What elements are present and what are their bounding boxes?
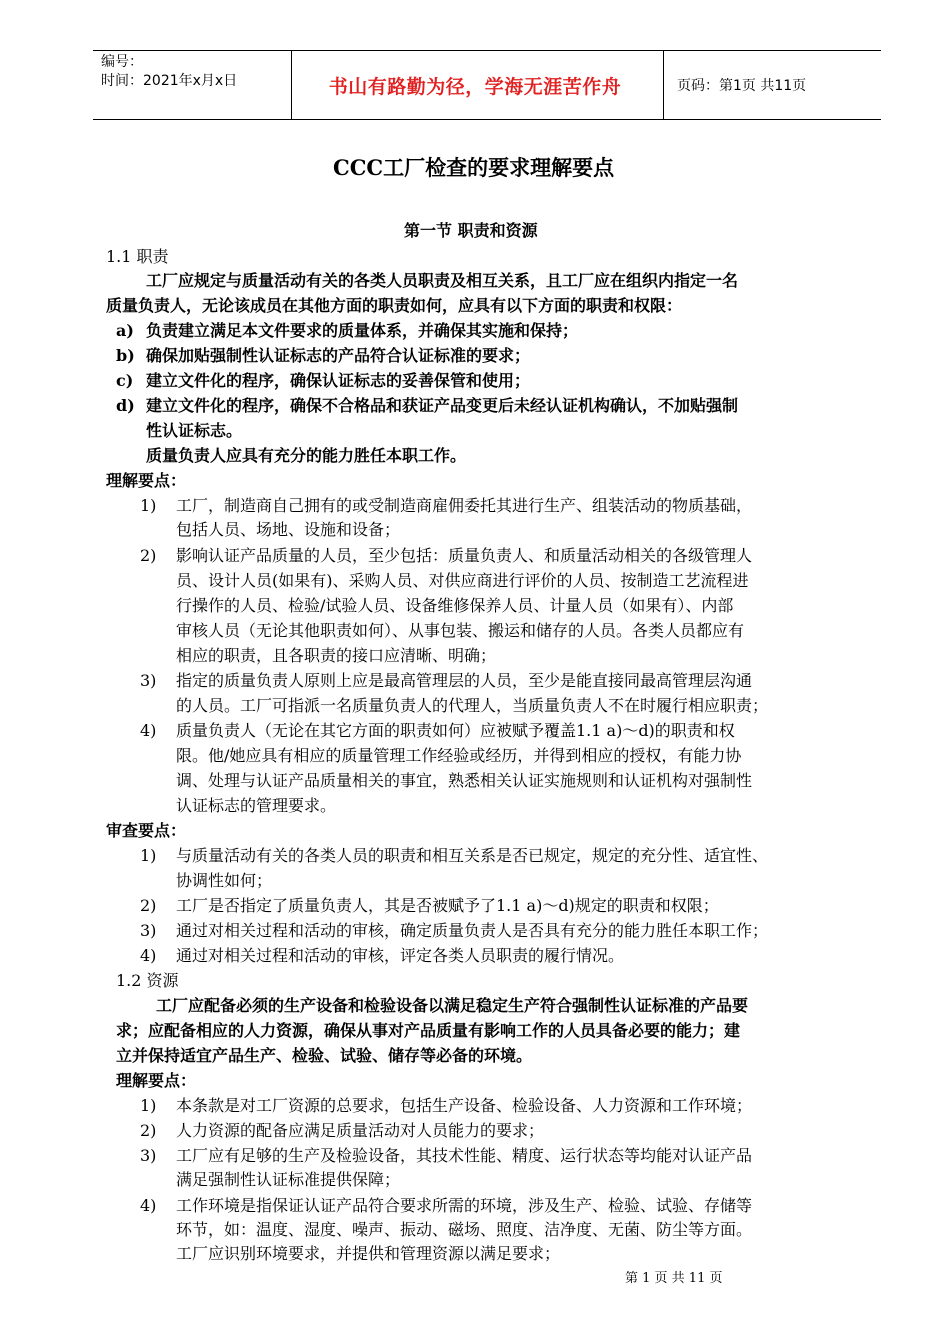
subsection-heading: 1.1 职责 [106, 247, 169, 266]
review-label: 审查要点： [106, 821, 187, 840]
header-time-label: 时间：2021年x月x日 [101, 73, 238, 89]
list-item: 建立文件化的程序，确保不合格品和获证产品变更后未经认证机构确认，不加贴强制 [146, 396, 739, 415]
paragraph-line: 求；应配备相应的人力资源，确保从事对产品质量有影响工作的人员具备必要的能力；建 [116, 1021, 741, 1040]
paragraph-line: 工厂应规定与质量活动有关的各类人员职责及相互关系，且工厂应在组织内指定一名 [146, 271, 739, 290]
list-item: 人力资源的配备应满足质量活动对人员能力的要求； [176, 1121, 545, 1140]
list-item: 员、设计人员(如果有)、采购人员、对供应商进行评价的人员、按制造工艺流程进 [176, 571, 749, 590]
list-marker: 4) [140, 1196, 157, 1215]
paragraph-line: 质量负责人应具有充分的能力胜任本职工作。 [146, 446, 467, 465]
list-item: 工厂应有足够的生产及检验设备，其技术性能、精度、运行状态等均能对认证产品 [176, 1146, 753, 1165]
list-item: 工作环境是指保证认证产品符合要求所需的环境，涉及生产、检验、试验、存储等 [176, 1196, 753, 1215]
list-item: 满足强制性认证标准提供保障； [176, 1170, 401, 1189]
list-item: 工厂应识别环境要求，并提供和管理资源以满足要求； [176, 1244, 561, 1263]
list-marker: a) [116, 321, 134, 340]
list-item: 影响认证产品质量的人员，至少包括：质量负责人、和质量活动相关的各级管理人 [176, 546, 753, 565]
document-title: CCC工厂检查的要求理解要点 [333, 155, 615, 180]
list-marker: 3) [140, 921, 157, 940]
list-marker: 4) [140, 721, 157, 740]
list-item: 性认证标志。 [146, 421, 243, 440]
understanding-label: 理解要点： [116, 1071, 197, 1090]
list-item: 行操作的人员、检验/试验人员、设备维修保养人员、计量人员（如果有）、内部 [176, 596, 734, 615]
section-title: 第一节 职责和资源 [404, 221, 538, 240]
list-item: 协调性如何； [176, 871, 273, 890]
list-marker: 2) [140, 546, 157, 565]
list-item: 相应的职责，且各职责的接口应清晰、明确； [176, 646, 497, 665]
list-item: 包括人员、场地、设施和设备； [176, 520, 401, 539]
list-item: 工厂是否指定了质量负责人，其是否被赋予了1.1 a)～d)规定的职责和权限； [176, 896, 719, 915]
list-item: 指定的质量负责人原则上应是最高管理层的人员，至少是能直接同最高管理层沟通 [176, 671, 753, 690]
header-page-info: 页码：第1页 共11页 [677, 78, 807, 94]
page-footer: 第 1 页 共 11 页 [625, 1271, 723, 1286]
list-marker: 2) [140, 1121, 157, 1140]
list-item: 认证标志的管理要求。 [176, 796, 337, 815]
list-item: 环节，如：温度、湿度、噪声、振动、磁场、照度、洁净度、无菌、防尘等方面。 [176, 1220, 753, 1239]
list-item: 调、处理与认证产品质量相关的事宜，熟悉相关认证实施规则和认证机构对强制性 [176, 771, 753, 790]
list-item: 确保加贴强制性认证标志的产品符合认证标准的要求； [146, 346, 531, 365]
list-marker: c) [116, 371, 134, 390]
list-item: 审核人员（无论其他职责如何）、从事包装、搬运和储存的人员。各类人员都应有 [176, 621, 745, 640]
list-item: 质量负责人（无论在其它方面的职责如何）应被赋予覆盖1.1 a)～d)的职责和权 [176, 721, 735, 740]
list-marker: 4) [140, 946, 157, 965]
header-divider [663, 51, 664, 119]
list-marker: 1) [140, 1096, 157, 1115]
list-marker: d) [116, 396, 135, 415]
list-marker: 3) [140, 1146, 157, 1165]
list-marker: 1) [140, 846, 157, 865]
list-item: 的人员。工厂可指派一名质量负责人的代理人，当质量负责人不在时履行相应职责； [176, 696, 769, 715]
paragraph-line: 质量负责人，无论该成员在其他方面的职责如何，应具有以下方面的职责和权限： [106, 296, 683, 315]
list-item: 通过对相关过程和活动的审核，评定各类人员职责的履行情况。 [176, 946, 625, 965]
list-item: 通过对相关过程和活动的审核，确定质量负责人是否具有充分的能力胜任本职工作； [176, 921, 769, 940]
list-item: 工厂，制造商自己拥有的或受制造商雇佣委托其进行生产、组装活动的物质基础， [176, 496, 753, 515]
header-motto: 书山有路勤为径，学海无涯苦作舟 [328, 76, 622, 98]
list-marker: 3) [140, 671, 157, 690]
list-marker: 2) [140, 896, 157, 915]
paragraph-line: 工厂应配备必须的生产设备和检验设备以满足稳定生产符合强制性认证标准的产品要 [156, 996, 749, 1015]
page-header [93, 50, 881, 120]
list-item: 限。他/她应具有相应的质量管理工作经验或经历，并得到相应的授权，有能力协 [176, 746, 742, 765]
list-item: 负责建立满足本文件要求的质量体系，并确保其实施和保持； [146, 321, 579, 340]
list-item: 与质量活动有关的各类人员的职责和相互关系是否已规定，规定的充分性、适宜性、 [176, 846, 769, 865]
understanding-label: 理解要点： [106, 471, 187, 490]
list-marker: b) [116, 346, 135, 365]
paragraph-line: 立并保持适宜产品生产、检验、试验、储存等必备的环境。 [116, 1046, 533, 1065]
header-divider [291, 51, 292, 119]
subsection-heading: 1.2 资源 [116, 971, 179, 990]
list-item: 本条款是对工厂资源的总要求，包括生产设备、检验设备、人力资源和工作环境； [176, 1096, 753, 1115]
header-number-label: 编号： [101, 54, 143, 70]
list-item: 建立文件化的程序，确保认证标志的妥善保管和使用； [146, 371, 531, 390]
header-meta [101, 53, 237, 91]
list-marker: 1) [140, 496, 157, 515]
